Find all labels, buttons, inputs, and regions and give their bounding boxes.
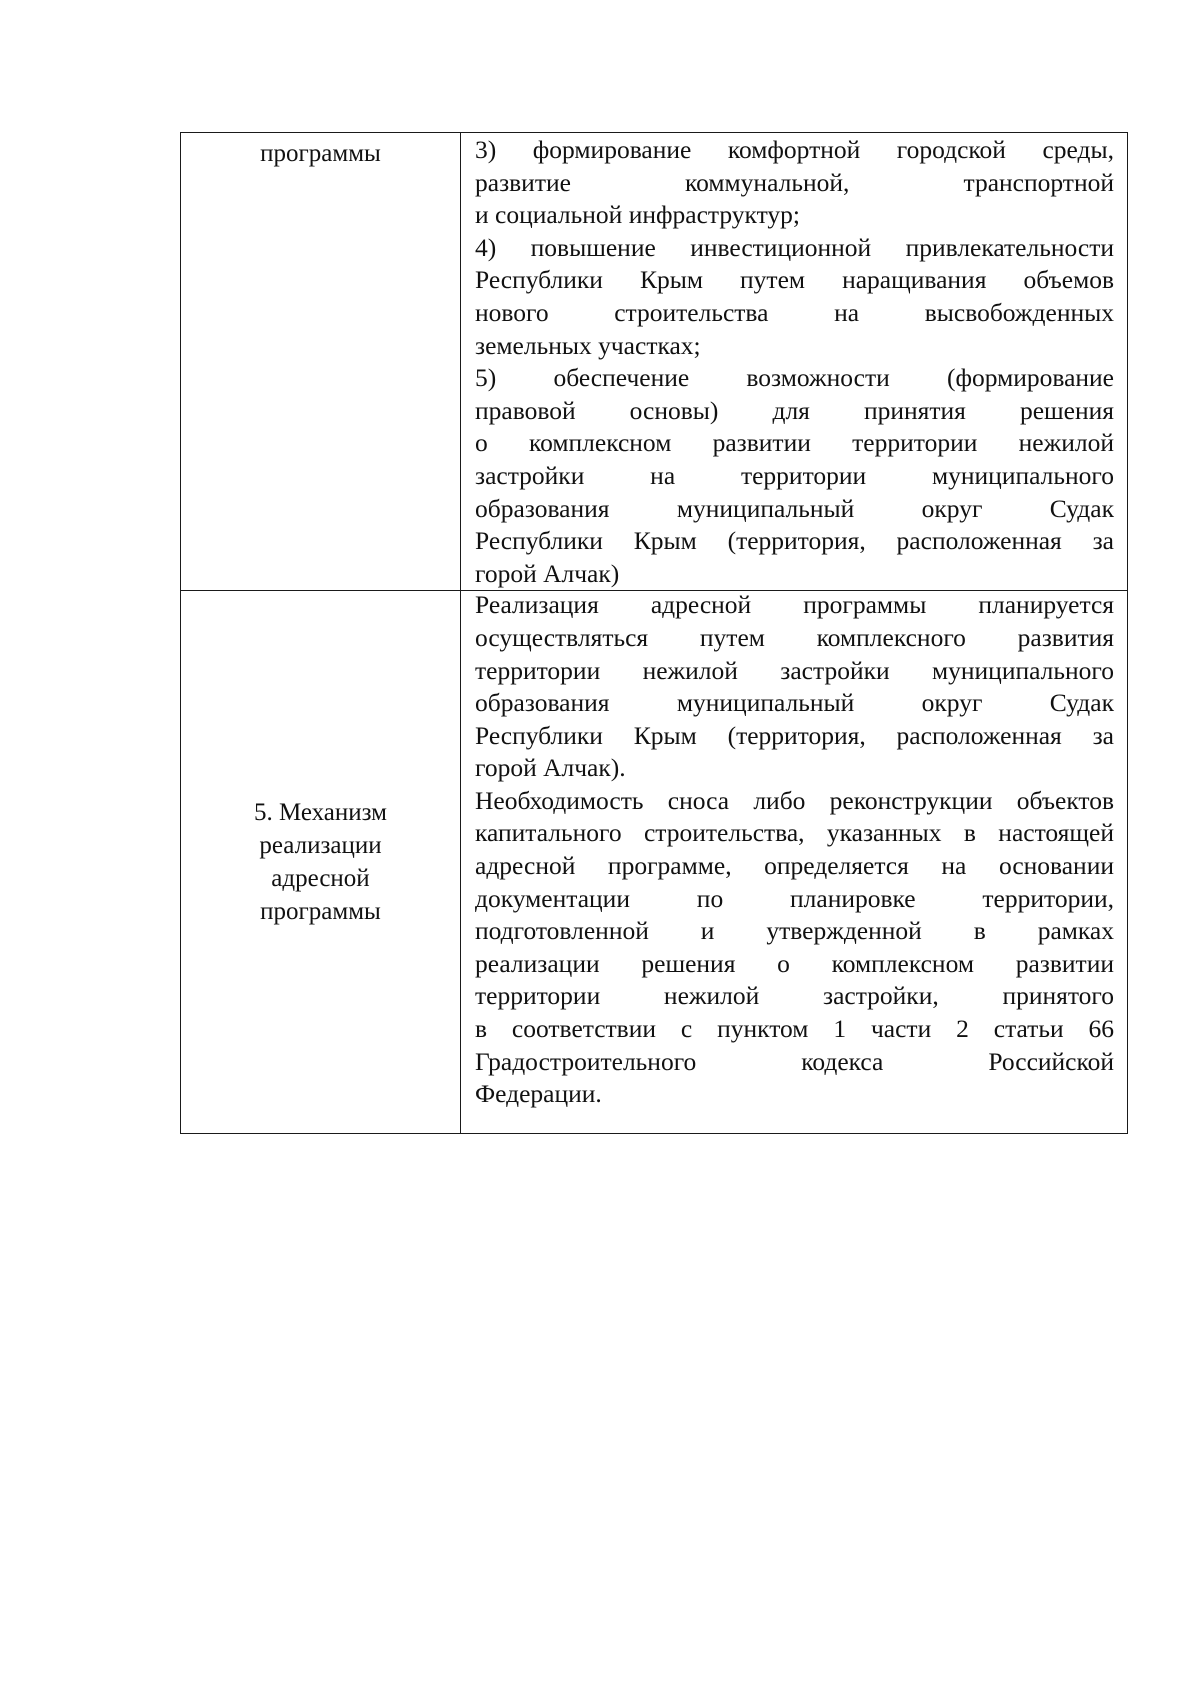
- row2-right-cell: [461, 591, 1128, 1134]
- text-line: адресной программе, определяется на основании: [475, 851, 1114, 881]
- text-line: в соответствии с пунктом 1 части 2 статьи 66: [475, 1014, 1114, 1044]
- row1-paragraph-2: [475, 232, 1114, 362]
- row2-left-cell: [181, 591, 461, 1134]
- text-line: Градостроительного кодекса Российской: [475, 1046, 1114, 1076]
- row1-left-label: программы: [260, 140, 381, 167]
- text-line: земельных участках;: [475, 330, 701, 360]
- text-line: Республики Крым (территория, расположенная за: [475, 526, 1114, 556]
- text-line: 3) формирование комфортной городской среды,: [475, 135, 1114, 164]
- text-line: Республики Крым (территория, расположенная за: [475, 720, 1114, 750]
- row1-paragraph-3: [475, 362, 1114, 590]
- text-line: о комплексном развитии территории нежилой: [475, 428, 1114, 458]
- text-line: программы: [260, 898, 381, 926]
- text-line: развитие коммунальной, транспортной: [475, 167, 1114, 197]
- row2-paragraph-1: [475, 589, 1114, 785]
- program-table: [180, 132, 1128, 1134]
- text-line: горой Алчак).: [475, 753, 626, 783]
- text-line: адресной: [271, 865, 370, 893]
- table-row: [181, 133, 1128, 591]
- text-line: территории нежилой застройки, принятого: [475, 981, 1114, 1011]
- text-line: 4) повышение инвестиционной привлекательности: [475, 232, 1114, 262]
- row2-left-label: [181, 796, 460, 928]
- text-line: территории нежилой застройки муниципального: [475, 655, 1114, 685]
- text-line: документации по планировке территории,: [475, 883, 1114, 913]
- text-line: Необходимость сноса либо реконструкции объектов: [475, 785, 1114, 815]
- text-line: Республики Крым путем наращивания объемов: [475, 265, 1114, 295]
- text-line: Федерации.: [475, 1079, 602, 1109]
- row1-paragraph-1: [475, 134, 1114, 232]
- text-line: горой Алчак): [475, 558, 620, 588]
- text-line: 5. Механизм: [253, 799, 388, 827]
- text-line: реализации: [259, 832, 382, 860]
- text-line: 5) обеспечение возможности (формирование: [475, 363, 1114, 393]
- text-line: и социальной инфраструктур;: [475, 200, 800, 230]
- text-line: правовой основы) для принятия решения: [475, 395, 1114, 425]
- text-line: образования муниципальный округ Судак: [475, 688, 1114, 718]
- text-line: нового строительства на высвобожденных: [475, 297, 1114, 327]
- text-line: подготовленной и утвержденной в рамках: [475, 916, 1114, 946]
- text-line: реализации решения о комплексном развитии: [475, 948, 1114, 978]
- table-row: [181, 591, 1128, 1134]
- text-line: Реализация адресной программы планируется: [475, 590, 1114, 620]
- text-line: осуществляться путем комплексного развития: [475, 622, 1114, 652]
- row1-left-cell: [181, 133, 461, 591]
- text-line: образования муниципальный округ Судак: [475, 493, 1114, 523]
- row2-paragraph-2: [475, 785, 1114, 1111]
- text-line: застройки на территории муниципального: [475, 460, 1114, 490]
- text-line: капитального строительства, указанных в настоящей: [475, 818, 1114, 848]
- row1-right-cell: [461, 133, 1128, 591]
